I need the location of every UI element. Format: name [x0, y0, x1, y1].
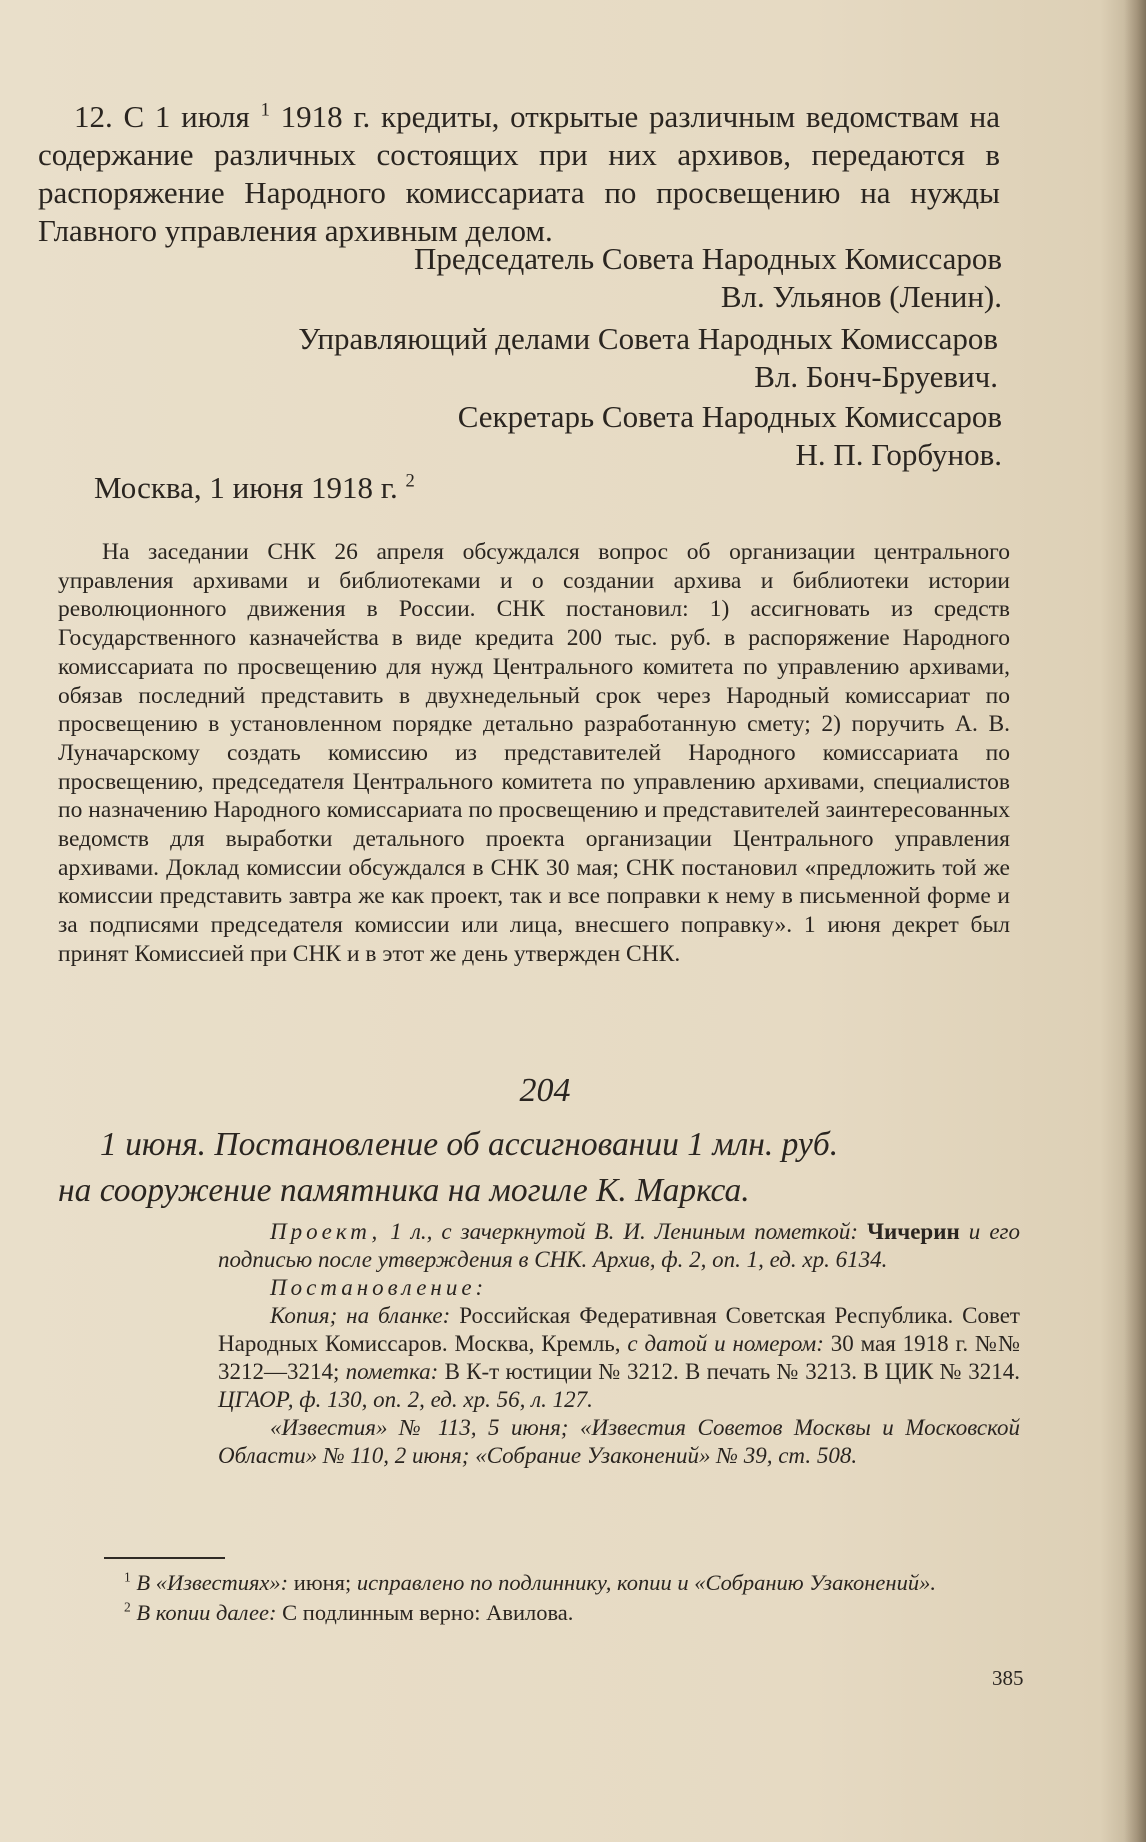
footnote-text: исправлено по подлиннику, копии и «Собранию Узаконений».	[356, 1570, 936, 1595]
footnote-mark: 2	[124, 1599, 131, 1615]
source-copy-date: 30 мая 1918 г. №№ 3212—3214;	[218, 1331, 1021, 1384]
signature-secretary	[458, 398, 1002, 474]
signature-title: Председатель Совета Народных Комиссаров	[414, 241, 1002, 276]
footnotes	[72, 1568, 1032, 1628]
source-draft	[218, 1218, 1020, 1274]
source-draft-archive: и его подписью после утверждения в СНК. Архив, ф. 2, оп. 1, ед. хр. 6134.	[218, 1219, 1020, 1272]
paragraph-12	[38, 98, 1000, 250]
source-draft-desc: 1 л., с зачеркнутой В. И. Лениным пометкой:	[390, 1219, 859, 1244]
source-copy-label: Копия; на бланке:	[270, 1303, 451, 1328]
source-publications: «Известия» № 113, 5 июня; «Известия Советов Москвы и Московской Области» № 110, 2 июня; «Собрание Узаконений» № 39, ст. 508.	[218, 1415, 1020, 1468]
source-copy-archive: ЦГАОР, ф. 130, оп. 2, ед. хр. 56, л. 127.	[218, 1387, 593, 1412]
signature-title: Секретарь Совета Народных Комиссаров	[457, 399, 1002, 434]
source-copy-letterhead: Российская Федеративная Советская Республика. Совет Народных Комиссаров. Москва, Кремль,	[218, 1303, 1020, 1356]
source-copy-mark-label: пометка:	[345, 1359, 439, 1384]
paragraph-text-start: С 1 июля	[123, 99, 250, 134]
document-title-line-1: 1 июня. Постановление об ассигновании 1 млн. руб.	[100, 1126, 839, 1163]
footnote-ref-2: 2	[405, 470, 415, 492]
footnote-ref-1: 1	[260, 99, 270, 121]
source-resolution-label: Постановление:	[270, 1275, 488, 1300]
footnote-divider	[104, 1557, 225, 1559]
place-date	[94, 470, 415, 506]
footnote-1	[72, 1568, 1032, 1598]
source-draft-mark: Чичерин	[867, 1219, 960, 1244]
source-draft-label: Проект,	[270, 1219, 382, 1244]
signature-name: Вл. Ульянов (Ленин).	[720, 279, 1002, 314]
paragraph-number: 12.	[74, 99, 113, 134]
footnote-2	[72, 1598, 1032, 1628]
editorial-commentary	[58, 538, 1010, 969]
page-number: 385	[992, 1666, 1024, 1690]
document-number	[80, 1072, 1010, 1110]
signature-chairman	[414, 240, 1002, 316]
document-title-line-2: на сооружение памятника на могиле К. Маркса.	[58, 1172, 750, 1209]
commentary-text: На заседании СНК 26 апреля обсуждался вопрос об организации центрального управления архивами и библиотеками и о создании архива и библиотеки истории революционного движения в России. СНК постановил: 1) ассигновать из средств Государственного казначейства в виде кредита 200 тыс. руб. в распоряжение Народного комиссариата по просвещению для нужд Центрального комитета по управлению архивами, обязав последний представить в двухнедельный срок через Народный комиссариат по просвещению в установленном порядке детально разработанную смету; 2) поручить А. В. Луначарскому создать комиссию из представителей Народного комиссариата по просвещению, председателя Центрального комитета по управлению архивами, специалистов по назначению Народного комиссариата по просвещению и представителей заинтересованных ведомств для выработки детального проекта организации Центрального управления архивами. Доклад комиссии обсуждался в СНК 30 мая; СНК постановил «предложить той же комиссии представить завтра же как проект, так и все поправки к нему в письменной форме и за подписями председателя комиссии или лица, внесшего поправку». 1 июня декрет был принят Комиссией при СНК и в этот же день утвержден СНК.	[58, 539, 1010, 967]
footnote-mark: 1	[124, 1569, 131, 1585]
source-copy	[218, 1302, 1020, 1414]
document-title	[58, 1122, 1038, 1214]
footnote-text: С подлинным верно: Авилова.	[282, 1600, 574, 1625]
paragraph-text: 1918 г. кредиты, открытые различным ведомствам на содержание различных состоящих при них архивов, передаются в распоряжение Народного комиссариата по просвещению на нужды Главного управления архивным делом.	[38, 99, 1001, 248]
signature-name: Н. П. Горбунов.	[795, 437, 1002, 472]
footnote-text: В копии далее:	[136, 1600, 277, 1625]
footnote-text: июня;	[293, 1570, 352, 1595]
signature-title: Управляющий делами Совета Народных Комиссаров	[298, 321, 998, 356]
source-notes	[218, 1218, 1020, 1470]
footnote-text: В «Известиях»:	[136, 1570, 289, 1595]
document-number-text: 204	[519, 1072, 571, 1109]
signature-name: Вл. Бонч-Бруевич.	[754, 359, 998, 394]
page-edge-shadow	[1124, 0, 1146, 1842]
signature-manager	[298, 320, 998, 396]
source-copy-mark: В К-т юстиции № 3212. В печать № 3213. В ЦИК № 3214.	[444, 1359, 1021, 1384]
place-date-text: Москва, 1 июня 1918 г.	[94, 470, 398, 505]
source-copy-date-label: с датой и номером:	[627, 1331, 824, 1356]
